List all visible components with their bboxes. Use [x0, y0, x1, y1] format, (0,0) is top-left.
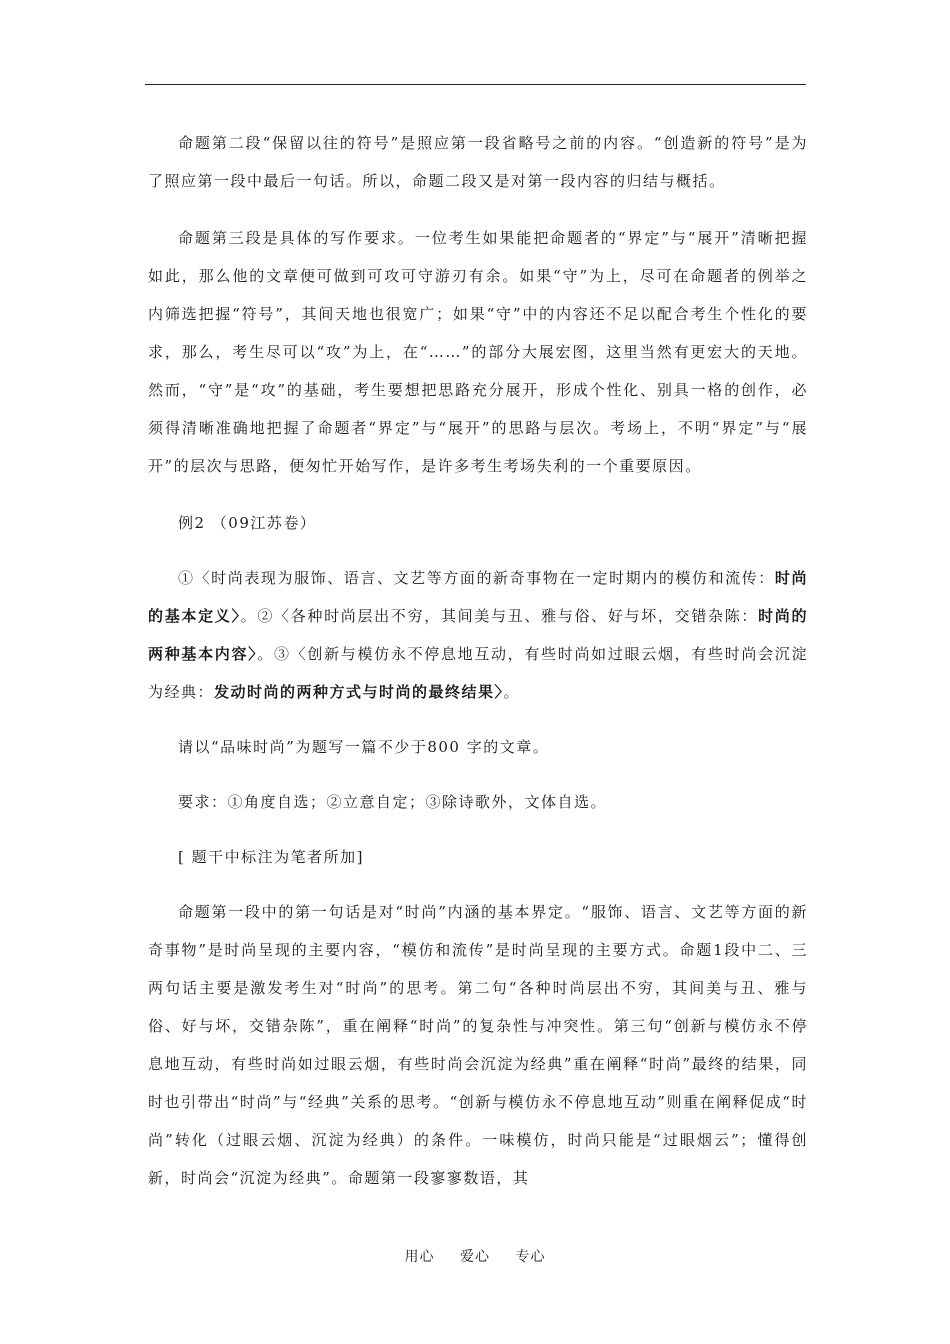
- document-body: [148, 124, 808, 1216]
- page-footer: [0, 1246, 950, 1266]
- example-segment-1: ①〈时尚表现为服饰、语言、文艺等方面的新奇事物在一定时期内的模仿和流传：: [178, 569, 775, 587]
- example-title: 例2 （09江苏卷）: [178, 514, 317, 532]
- footer-word-2: 爱心: [460, 1249, 490, 1265]
- example-segment-4: 。: [503, 683, 521, 701]
- writing-prompt: 请以“品味时尚”为题写一篇不少于800 字的文章。: [178, 738, 550, 756]
- writing-requirements: 要求：①角度自选；②立意自定；③除诗歌外，文体自选。: [178, 793, 608, 811]
- paragraph-2: 命题第三段是具体的写作要求。一位考生如果能把命题者的“界定”与“展开”清晰把握如此，那么他的文章便可做到可攻可守游刃有余。如果“守”为上，尽可在命题者的例举之内筛选把握“符号”，其间天地也很宽广；如果“守”中的内容还不足以配合考生个性化的要求，那么，考生尽可以“攻”为上，在“……”的部分大展宏图，这里当然有更宏大的天地。然而，“守”是“攻”的基础，考生要想把思路充分展开，形成个性化、别具一格的创作，必须得清晰准确地把握了命题者“界定”与“展开”的思路与层次。考场上，不明“界定”与“展开”的层次与思路，便匆忙开始写作，是许多考生考场失利的一个重要原因。: [148, 229, 808, 475]
- footer-word-1: 用心: [404, 1249, 435, 1265]
- example-annotation-1: 时尚的基本定义〉: [148, 569, 808, 625]
- example-annotation-3: 发动时尚的两种方式与时尚的最终结果〉: [214, 683, 504, 701]
- header-rule: [145, 84, 806, 85]
- example-annotation-2: 时尚的两种基本内容〉: [148, 607, 808, 663]
- footer-word-3: 专心: [515, 1249, 546, 1265]
- paragraph-1: 命题第二段“保留以往的符号”是照应第一段省略号之前的内容。“创造新的符号”是为了照应第一段中最后一句话。所以，命题二段又是对第一段内容的归结与概括。: [148, 134, 808, 190]
- example-segment-3: 。③〈创新与模仿永不停息地互动，有些时尚如过眼云烟，有些时尚会沉淀为经典：: [148, 645, 808, 701]
- example-prompt: [148, 559, 808, 711]
- example-segment-2: 。②〈各种时尚层出不穷，其间美与丑、雅与俗、好与坏，交错杂陈：: [240, 607, 759, 625]
- author-note: [ 题干中标注为笔者所加]: [178, 848, 364, 866]
- paragraph-analysis: 命题第一段中的第一句话是对“时尚”内涵的基本界定。“服饰、语言、文艺等方面的新奇事物”是时尚呈现的主要内容，“模仿和流传”是时尚呈现的主要方式。命题1段中二、三两句话主要是激发考生对“时尚”的思考。第二句“各种时尚层出不穷，其间美与丑、雅与俗、好与坏，交错杂陈”，重在阐释“时尚”的复杂性与冲突性。第三句“创新与模仿永不停息地互动，有些时尚如过眼云烟，有些时尚会沉淀为经典”重在阐释“时尚”最终的结果，同时也引带出“时尚”与“经典”关系的思考。“创新与模仿永不停息地互动”则重在阐释促成“时尚”转化（过眼云烟、沉淀为经典）的条件。一味模仿，时尚只能是“过眼烟云”；懂得创新，时尚会“沉淀为经典”。命题第一段寥寥数语，其: [148, 903, 808, 1187]
